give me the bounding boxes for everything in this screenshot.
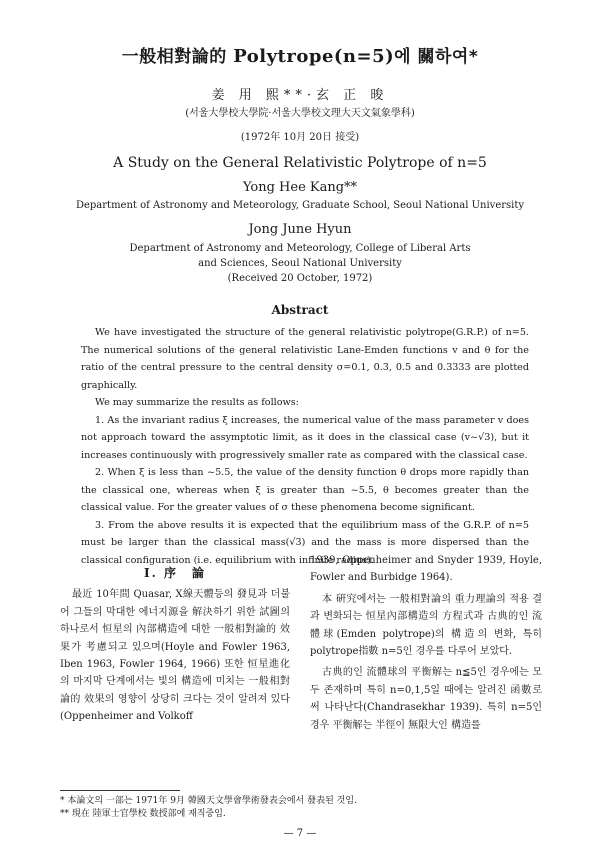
footnote-2: ** 現在 陸軍士官學校 数授部에 재직중임. xyxy=(60,809,226,819)
abstract-body xyxy=(81,324,529,569)
abstract-heading: Abstract xyxy=(271,303,329,317)
korean-title-prefix: 一般相對論的 xyxy=(121,47,234,67)
korean-affiliation: (서울大學校大學院·서울大學校文理大天文氣象學科) xyxy=(185,108,415,119)
section-heading-introduction: I. 序 論 xyxy=(144,566,206,580)
body-paragraph: 最近 10年間 Quasar, X線天體등의 發見과 더불어 그들의 막대한 에너지源을 解決하기 위한 試圖의 하나로서 恒星의 內部構造에 대한 一般相對論的 效果가 考慮되고 있으며(Hoyle and Fowler 1963, Iben 1963, Fowler 1964, 1966) 또한 恒星進化의 마지막 단계에서는 빛의 構造에 미치는 一般相對論的 效果의 영향이 상당히 크다는 것이 알려져 있다(Oppenheimer and Volkoff xyxy=(60,589,290,723)
korean-title xyxy=(0,42,600,67)
right-column xyxy=(310,552,542,734)
affiliation-kang: Department of Astronomy and Meteorology, Graduate School, Seoul National University xyxy=(75,200,525,211)
korean-title-suffix: 에 關하여* xyxy=(394,47,479,67)
page-number: — 7 — xyxy=(283,828,317,839)
footnote-1: * 本論文의 一部는 1971年 9月 韓國天文學會學術發表会에서 發表된 것임. xyxy=(60,796,357,806)
korean-title-polytrope: Polytrope(n=5) xyxy=(233,46,395,67)
body-paragraph: 本 硏究에서는 一般相對論의 重力理論의 적용 결과 변화되는 恒星內部構造의 方程式과 古典的인 流體球(Emden polytrope)의 構造의 변화, 특히 polytrope指數 n=5인 경우를 다루어 보았다. xyxy=(310,593,542,658)
english-title: A Study on the General Relativistic Polytrope of n=5 xyxy=(113,155,487,171)
abstract-paragraph: 1. As the invariant radius ξ increases, the numerical value of the mass parameter v does not approach toward the assymptotic limit, as it does in the classical case (v~√3), but it increases continuously with progressively smaller rate as compared with the classical case. xyxy=(81,414,529,461)
affiliation-hyun xyxy=(0,241,600,286)
affiliation-hyun-line2: and Sciences, Seoul National University xyxy=(198,258,402,269)
affiliation-hyun-line1: Department of Astronomy and Meteorology, College of Liberal Arts xyxy=(129,243,471,254)
footnotes xyxy=(60,795,540,821)
abstract-paragraph: 2. When ξ is less than ~5.5, the value of the density function θ drops more rapidly than the classical one, whereas when ξ is greater than ~5.5, θ becomes greater than the classical value. For the greater values of σ these phenomena become significant. xyxy=(81,467,529,513)
abstract-paragraph: 3. From the above results it is expected that the equilibrium mass of the G.R.P. of n=5 must be larger than the classical mass(√3) and the mass is more dispersed than the classical configuration (i.e. equilibrium with infinite radius). xyxy=(81,519,529,566)
abstract-paragraph: We have investigated the structure of the general relativistic polytrope(G.R.P.) of n=5. The numerical solutions of the general relativistic Lane-Emden functions v and θ for the ratio of the central pressure to the central density σ=0.1, 0.3, 0.5 and 0.3333 are plotted graphically. xyxy=(81,327,529,391)
author-hyun: Jong June Hyun xyxy=(248,222,352,237)
footnote-divider xyxy=(60,790,180,791)
abstract-paragraph: We may summarize the results as follows: xyxy=(95,397,299,408)
body-paragraph: 1939, Oppenheimer and Snyder 1939, Hoyle, Fowler and Burbidge 1964). xyxy=(310,555,542,584)
author-kang: Yong Hee Kang** xyxy=(242,180,358,195)
korean-received-date: (1972年 10月 20日 接受) xyxy=(240,132,360,143)
left-column xyxy=(60,565,290,726)
body-paragraph: 古典的인 流體球의 平衡解는 n≦5인 경우에는 모두 존재하며 특히 n=0,1,5일 때에는 알려진 函數로써 나타난다(Chandrasekhar 1939). 특히 n=5인 경우 平衡解는 半徑이 無限大인 構造를 xyxy=(310,667,542,731)
korean-authors: 姜 用 熙**·玄 正 晙 xyxy=(211,88,389,103)
received-date-en: (Received 20 October, 1972) xyxy=(227,273,373,284)
